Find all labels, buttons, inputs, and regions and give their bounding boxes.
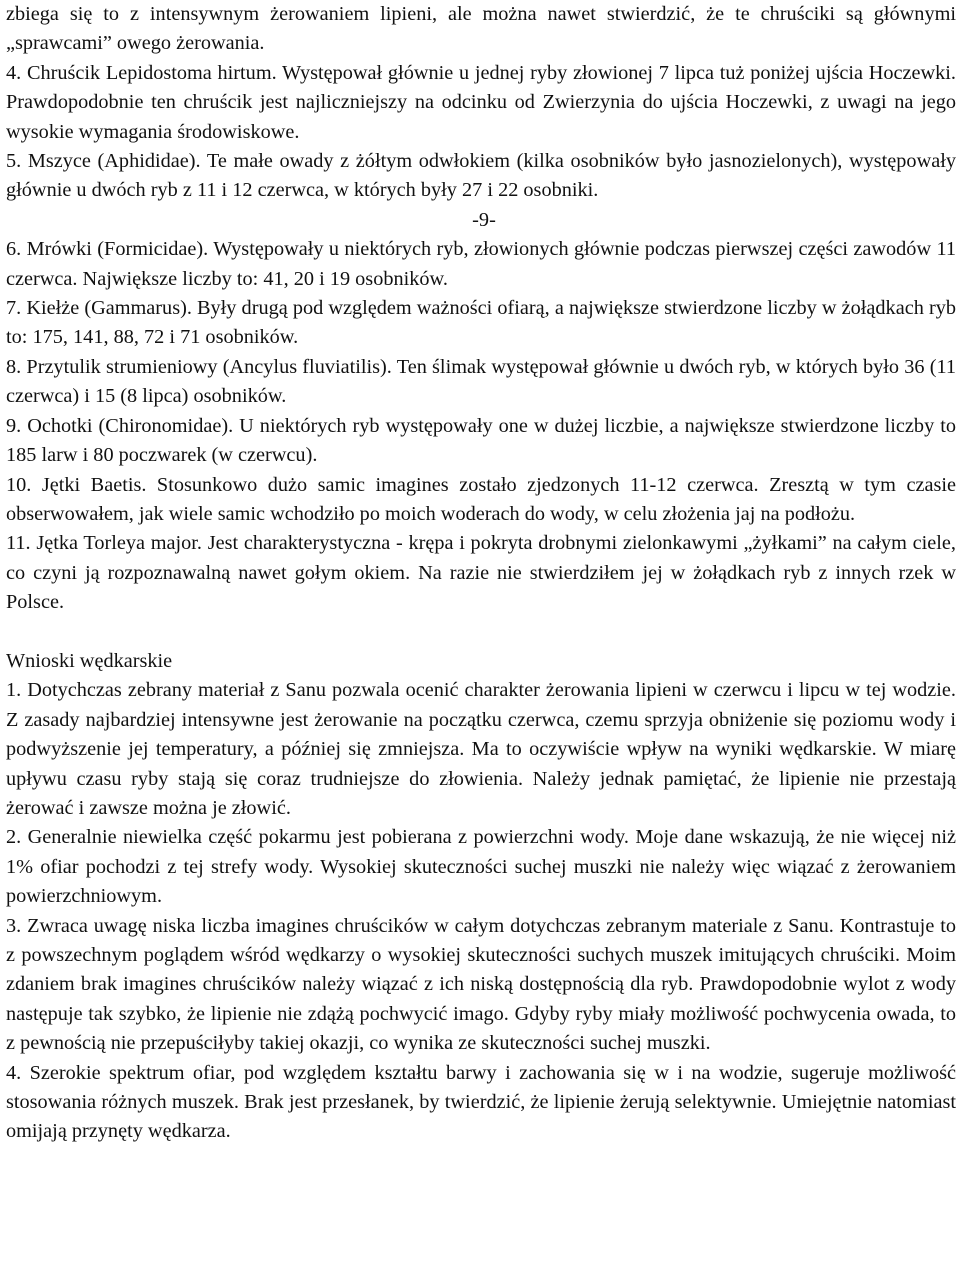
paragraph-gammarus: 7. Kiełże (Gammarus). Były drugą pod względem ważności ofiarą, a największe stwierdzone liczby w żołądkach ryb to: 175, 141, 88, 72 i 71 osobników. [6,297,956,349]
paragraph-ancylus: 8. Przytulik strumieniowy (Ancylus fluviatilis). Ten ślimak występował głównie u dwóch ryb, w których było 36 (11 czerwca) i 15 (8 lipca) osobników. [6,355,956,408]
conclusion-4: 4. Szerokie spektrum ofiar, pod względem kształtu barwy i zachowania się w i na wodzie, sugeruje możliwość stosowania różnych muszek. Brak jest przesłanek, by twierdzić, że lipienie żerują selektywnie. Umiejętnie natomiast omijają przynęty wędkarza. [6,1061,956,1143]
blank-line [6,618,956,647]
paragraph-ants: 6. Mrówki (Formicidae). Występowały u niektórych ryb, złowionych głównie podczas pierwszej części zawodów 11 czerwca. Największe liczby to: 41, 20 i 19 osobników. [6,238,956,290]
conclusion-2: 2. Generalnie niewielka część pokarmu jest pobierana z powierzchni wody. Moje dane wskazują, że nie więcej niż 1% ofiar pochodzi z tej strefy wody. Wysokiej skuteczności suchej muszki nie należy więc wiązać z żerowaniem powierzchniowym. [6,826,956,908]
page-number: -9- [472,208,496,231]
conclusion-3: 3. Zwraca uwagę niska liczba imagines chruścików w całym dotychczas zebranym materiale z Sanu. Kontrastuje to z powszechnym poglądem wśród wędkarzy o wysokiej skuteczności suchych muszek imitujących chruściki. Moim zdaniem brak imagines chruścików należy wiązać z ich niską dostępnością dla ryb. Prawdopodobnie wylot z wody następuje tak szybko, że lipienie nie zdążą pochwycić imago. Gdyby ryby miały możliwość pochwycenia owada, to z pewnością nie przepuściłyby takiej okazji, co wynika ze skuteczności suchej muszki. [6,914,956,1055]
section-heading: Wnioski wędkarskie [6,649,173,672]
conclusion-1: 1. Dotychczas zebrany materiał z Sanu pozwala ocenić charakter żerowania lipieni w czerwcu i lipcu w tej wodzie. Z zasady najbardziej intensywne jest żerowanie na początku czerwca, czemu sprzyja obniżenie się poziomu wody i podwyższenie jej temperatury, a później się zmniejsza. Ma to oczywiście wpływ na wyniki wędkarskie. W miarę upływu czasu ryby stają się coraz trudniejsze do złowienia. Należy jednak pamiętać, że lipienie nie przestają żerować i zawsze można je złowić. [6,679,956,819]
paragraph-aphids: 5. Mszyce (Aphididae). Te małe owady z żółtym odwłokiem (kilka osobników było jasnozielonych), występowały głównie u dwóch ryb z 11 i 12 czerwca, w których były 27 i 22 osobniki. [6,150,956,202]
paragraph-chironomidae: 9. Ochotki (Chironomidae). U niektórych ryb występowały one w dużej liczbie, a największe stwierdzone liczby to 185 larw i 80 poczwarek (w czerwcu). [6,414,956,467]
paragraph-torleya: 11. Jętka Torleya major. Jest charakterystyczna - krępa i pokryta drobnymi zielonkawymi „żyłkami” na całym ciele, co czyni ją rozpoznawalną nawet gołym okiem. Na razie nie stwierdziłem jej w żołądkach ryb z innych rzek w Polsce. [6,532,956,614]
paragraph-lepidostoma: 4. Chruścik Lepidostoma hirtum. Występował głównie u jednej ryby złowionej 7 lipca tuż poniżej ujścia Hoczewki. Prawdopodobnie ten chruścik jest najliczniejszy na odcinku od Zwierzynia do ujścia Hoczewki, z uwagi na jego wysokie wymagania środowiskowe. [6,61,956,143]
paragraph-baetis: 10. Jętki Baetis. Stosunkowo dużo samic imagines zostało zjedzonych 11-12 czerwca. Zresztą w tym czasie obserwowałem, jak wiele samic wchodziło po moich woderach do wody, w celu złożenia jaj na podłożu. [6,473,956,525]
paragraph-caddisfly-continuation: zbiega się to z intensywnym żerowaniem lipieni, ale można nawet stwierdzić, że te chruściki są głównymi „sprawcami” owego żerowania. [6,3,956,55]
